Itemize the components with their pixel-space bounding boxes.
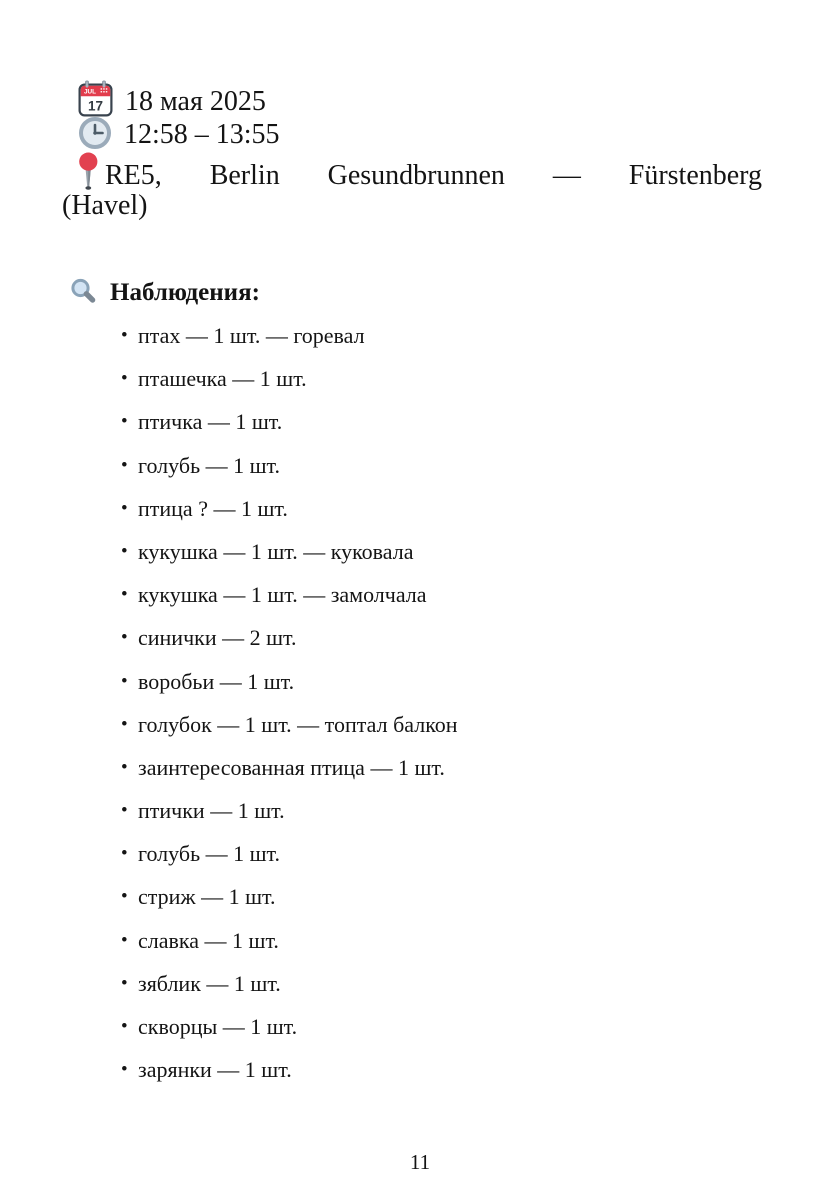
observation-text: скворцы — 1 шт. — [138, 1014, 298, 1039]
observation-item — [138, 1005, 762, 1048]
observations-heading-text: Наблюдения: — [110, 279, 260, 306]
observation-text: голубь — 1 шт. — [138, 452, 281, 478]
observation-text: кукушка — 1 шт. — куковала — [138, 538, 414, 564]
observation-text: стриж — 1 шт. — [138, 884, 276, 910]
observation-item — [138, 444, 762, 487]
magnifier-icon — [70, 278, 97, 314]
route-line — [62, 152, 762, 191]
observation-text: птица ? — 1 шт. — [138, 495, 288, 521]
observation-text: голубь — 1 шт. — [138, 841, 281, 867]
page-number: 11 — [409, 1150, 431, 1174]
observations-list — [62, 314, 762, 1091]
observation-item — [138, 357, 762, 400]
observation-item — [138, 530, 762, 573]
observation-item — [138, 616, 762, 659]
observation-item — [138, 660, 762, 703]
observation-text: зарянки — 1 шт. — [138, 1057, 292, 1083]
time-line — [62, 116, 762, 152]
route-text-continued: (Havel) — [62, 190, 148, 221]
observation-text: птички — 1 шт. — [138, 798, 285, 824]
observation-item — [138, 400, 762, 443]
observation-text: пташечка — 1 шт. — [138, 366, 307, 392]
observation-text: заинтересованная птица — 1 шт. — [138, 754, 445, 780]
observation-text: воробьи — 1 шт. — [138, 668, 295, 694]
route-text: RE5, Berlin Gesundbrunnen — Fürstenberg — [105, 160, 762, 191]
date-text: 18 мая 2025 — [125, 86, 266, 117]
calendar-month-label: JUL — [84, 88, 97, 96]
observation-item — [138, 746, 762, 789]
observation-text: славка — 1 шт. — [138, 927, 279, 953]
observation-item — [138, 962, 762, 1005]
date-line — [62, 80, 762, 116]
observation-item — [138, 832, 762, 875]
observation-text: голубок — 1 шт. — топтал балкон — [138, 711, 458, 737]
observation-text: синички — 2 шт. — [138, 625, 297, 651]
observation-text: птах — 1 шт. — горевал — [138, 323, 365, 348]
observation-text: птичка — 1 шт. — [138, 409, 283, 435]
observation-item — [138, 487, 762, 530]
observation-item — [138, 789, 762, 832]
time-text: 12:58 – 13:55 — [124, 119, 280, 150]
observation-item — [138, 314, 762, 357]
observations-heading — [62, 277, 762, 309]
calendar-day-label: 17 — [87, 98, 104, 114]
observation-item — [138, 875, 762, 918]
observation-text: зяблик — 1 шт. — [138, 970, 281, 996]
observation-item — [138, 919, 762, 962]
observation-text: кукушка — 1 шт. — замолчала — [138, 582, 427, 608]
observation-item — [138, 573, 762, 616]
observation-item — [138, 703, 762, 746]
observation-item — [138, 1048, 762, 1091]
route-line-wrap — [62, 188, 762, 224]
